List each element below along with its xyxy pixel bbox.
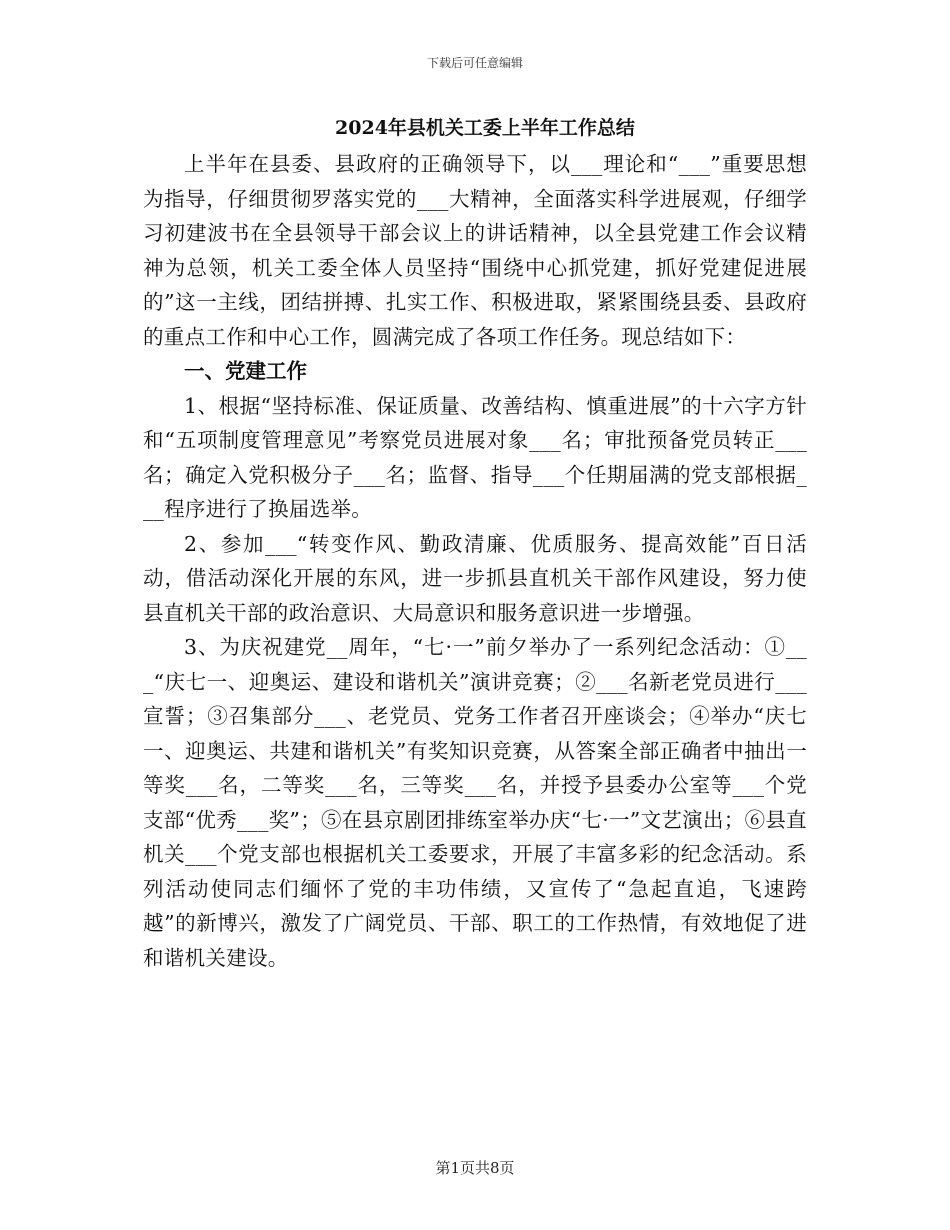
- page-number-footer: 第1页共8页: [435, 1159, 515, 1177]
- document-title: 2024年县机关工委上半年工作总结: [335, 117, 635, 139]
- paragraph-item-2: 2、参加___“转变作风、勤政清廉、优质服务、提高效能”百日活动，借活动深化开展的东风，进一步抓县直机关干部作风建设，努力使县直机关干部的政治意识、大局意识和服务意识进一步增强。: [143, 531, 807, 625]
- document-body: [143, 113, 807, 975]
- intro-paragraph: 上半年在县委、县政府的正确领导下，以___理论和“___”重要思想为指导，仔细贯彻罗落实党的___大精神，全面落实科学进展观，仔细学习初建波书在全县领导干部会议上的讲话精神，以全县党建工作会议精神为总领，机关工委全体人员坚持“围绕中心抓党建，抓好党建促进展的”这一主线，团结拼搏、扎实工作、积极进取，紧紧围绕县委、县政府的重点工作和中心工作，圆满完成了各项工作任务。现总结如下：: [143, 152, 807, 349]
- page-header-note: 下载后可任意编辑: [426, 56, 523, 70]
- paragraph-item-3: 3、为庆祝建党__周年，“七·一”前夕举办了一系列纪念活动：①___“庆七一、迎奥运、建设和谐机关”演讲竞赛；②___名新老党员进行___宣誓；③召集部分___、老党员、党务工作者召开座谈会；④举办“庆七一、迎奥运、共建和谐机关”有奖知识竞赛，从答案全部正确者中抽出一等奖___名，二等奖___名，三等奖___名，并授予县委办公室等___个党支部“优秀___奖”；⑤在县京剧团排练室举办庆“七·一”文艺演出；⑥县直机关___个党支部也根据机关工委要求，开展了丰富多彩的纪念活动。系列活动使同志们缅怀了党的丰功伟绩，又宣传了“急起直追，飞速跨越”的新博兴，激发了广阔党员、干部、职工的工作热情，有效地促了进和谐机关建设。: [143, 635, 807, 970]
- paragraph-item-1: 1、根据“坚持标准、保证质量、改善结构、慎重进展”的十六字方针和“五项制度管理意见”考察党员进展对象___名；审批预备党员转正___名；确定入党积极分子___名；监督、指导___个任期届满的党支部根据___程序进行了换届选举。: [143, 393, 807, 521]
- section-heading-party-building: 一、党建工作: [184, 359, 307, 383]
